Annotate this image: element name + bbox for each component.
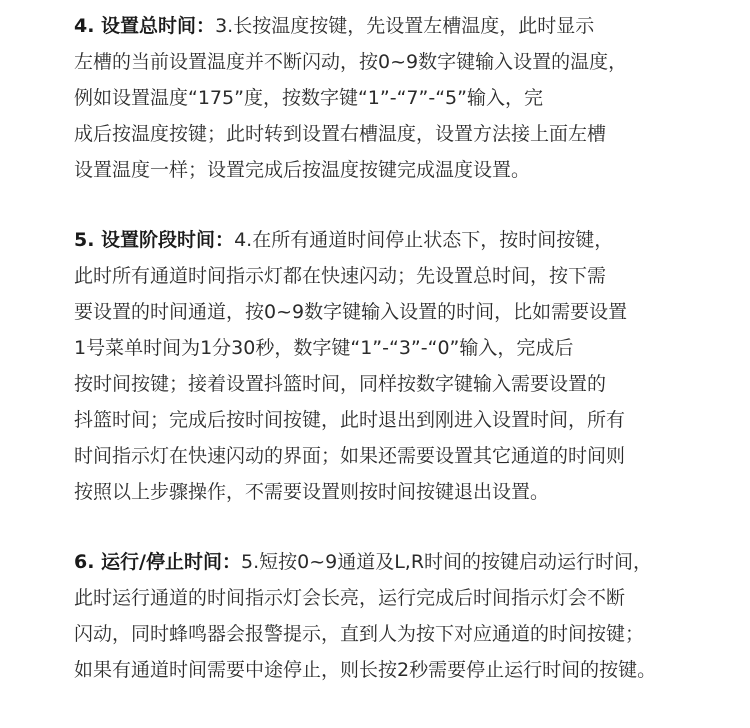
- paragraph-line: 按时间按键；接着设置抖篮时间，同样按数字键输入需要设置的: [74, 373, 607, 395]
- paragraph-line: 3.长按温度按键，先设置左槽温度，此时显示: [215, 15, 595, 37]
- section-run-stop-time: [74, 544, 656, 688]
- section-first-line: [74, 222, 627, 258]
- section-heading: 4. 设置总时间：: [74, 15, 216, 37]
- section-heading: 5. 设置阶段时间：: [74, 229, 235, 251]
- paragraph-line: 设置温度一样；设置完成后按温度按键完成温度设置。: [74, 159, 531, 181]
- paragraph-line: 要设置的时间通道，按0~9数字键输入设置的时间，比如需要设置: [74, 301, 628, 323]
- paragraph-line: 4.在所有通道时间停止状态下，按时间按键，: [234, 229, 614, 251]
- section-heading: 6. 运行/停止时间：: [74, 551, 241, 573]
- paragraph-line: 左槽的当前设置温度并不断闪动，按0~9数字键输入设置的温度，: [74, 51, 628, 73]
- paragraph-line: 时间指示灯在快速闪动的界面；如果还需要设置其它通道的时间则: [74, 445, 626, 467]
- paragraph-line: 按照以上步骤操作，不需要设置则按时间按键退出设置。: [74, 481, 550, 503]
- paragraph-line: 如果有通道时间需要中途停止，则长按2秒需要停止运行时间的按键。: [74, 659, 657, 681]
- section-first-line: [74, 544, 656, 580]
- paragraph-line: 抖篮时间；完成后按时间按键，此时退出到刚进入设置时间，所有: [74, 409, 626, 431]
- paragraph-line: 成后按温度按键；此时转到设置右槽温度，设置方法接上面左槽: [74, 123, 607, 145]
- section-set-total-time: [74, 8, 627, 188]
- section-set-stage-time: [74, 222, 627, 510]
- paragraph-line: 此时所有通道时间指示灯都在快速闪动；先设置总时间，按下需: [74, 265, 607, 287]
- section-first-line: [74, 8, 627, 44]
- paragraph-line: 此时运行通道的时间指示灯会长亮，运行完成后时间指示灯会不断: [74, 587, 626, 609]
- paragraph-line: 1号菜单时间为1分30秒，数字键“1”-“3”-“0”输入，完成后: [74, 337, 574, 359]
- paragraph-line: 例如设置温度“175”度，按数字键“1”-“7”-“5”输入，完: [74, 87, 543, 109]
- paragraph-line: 5.短按0~9通道及L,R时间的按键启动运行时间，: [241, 551, 653, 573]
- paragraph-line: 闪动，同时蜂鸣器会报警提示，直到人为按下对应通道的时间按键；: [74, 623, 645, 645]
